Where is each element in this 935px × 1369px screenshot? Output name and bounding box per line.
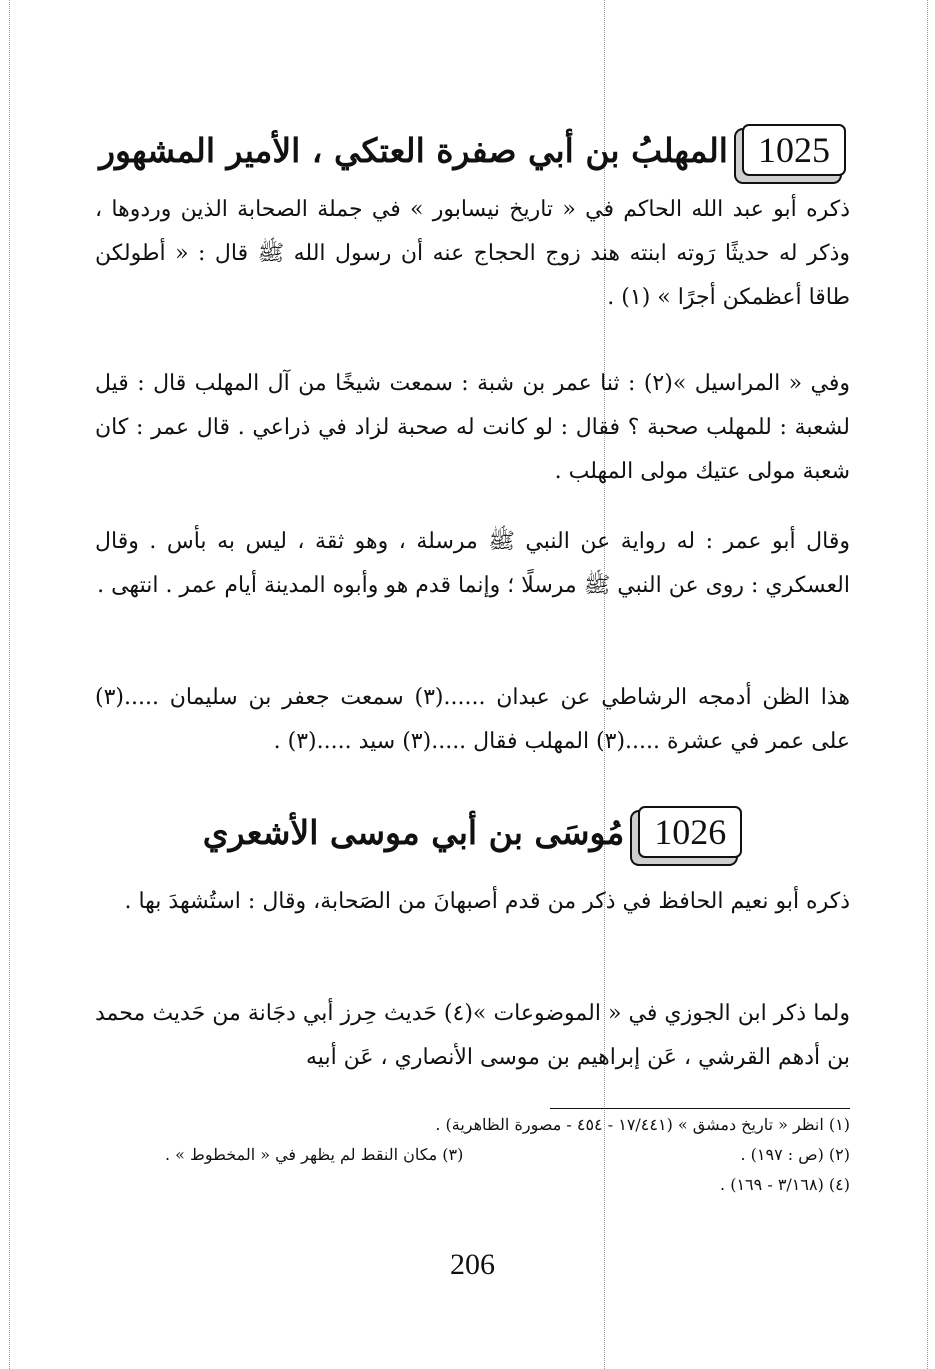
fold-line-right (927, 0, 928, 1369)
fold-line-left (9, 0, 10, 1369)
paragraph: ولما ذكر ابن الجوزي في « الموضوعات »(٤) حَديث حِرز أبي دجَانة من حَديث محمد بن أدهم القرشي ، عَن إبراهيم بن موسى الأنصاري ، عَن أبيه (95, 1001, 850, 1070)
footnote-rule (550, 1108, 850, 1109)
footnote: (٤) (٣/١٦٨ - ١٦٩) . (720, 1175, 850, 1194)
entry-number-box: 1026 (638, 806, 742, 858)
entry-1025-heading (95, 110, 850, 190)
footnote: (١) انظر « تاريخ دمشق » (١٧/٤٤١ - ٤٥٤ - مصورة الظاهرية) . (435, 1115, 850, 1134)
footnotes (95, 1110, 850, 1200)
entry-1026-heading (95, 792, 850, 872)
paragraph: ذكره أبو نعيم الحافظ في ذكر من قدم أصبهانَ من الصَحابة، وقال : استُشهدَ بها . (124, 889, 850, 914)
entry-title: مُوسَى بن أبي موسى الأشعري (202, 812, 625, 852)
paragraph: وقال أبو عمر : له رواية عن النبي ﷺ مرسلة ، وهو ثقة ، ليس به بأس . وقال العسكري : روى عن النبي ﷺ مرسلًا ؛ وإنما قدم هو وأبوه المدينة أيام عمر . انتهى . (95, 529, 850, 598)
footnote: (٢) (ص : ١٩٧) . (740, 1145, 850, 1164)
entry-number-box: 1025 (742, 124, 846, 176)
footnote-row (95, 1140, 850, 1170)
entry-title: المهلبُ بن أبي صفرة العتكي ، الأمير المشهور (99, 130, 728, 170)
paragraph: ذكره أبو عبد الله الحاكم في « تاريخ نيسابور » في جملة الصحابة الذين وردوها ، وذكر له حديثًا رَوته ابنته هند زوج الحجاج عنه أن رسول الله ﷺ قال : « أطولكن طاقا أعظمكن أجرًا » (١) . (95, 197, 850, 310)
paragraph: هذا الظن أدمجه الرشاطي عن عبدان ......(٣) سمعت جعفر بن سليمان .....(٣) على عمر في عشرة .....(٣) المهلب فقال .....(٣) سيد .....(٣) . (95, 685, 850, 754)
paragraph: وفي « المراسيل »(٢) : ثنا عمر بن شبة : سمعت شيخًا من آل المهلب قال : قيل لشعبة : للمهلب صحبة ؟ فقال : لو كانت له صحبة لزاد في ذراعي . قال عمر : كان شعبة مولى عتيك مولى المهلب . (95, 371, 851, 484)
page-number: 206 (450, 1248, 495, 1281)
footnote: (٣) مكان النقط لم يظهر في « المخطوط » . (165, 1145, 464, 1164)
